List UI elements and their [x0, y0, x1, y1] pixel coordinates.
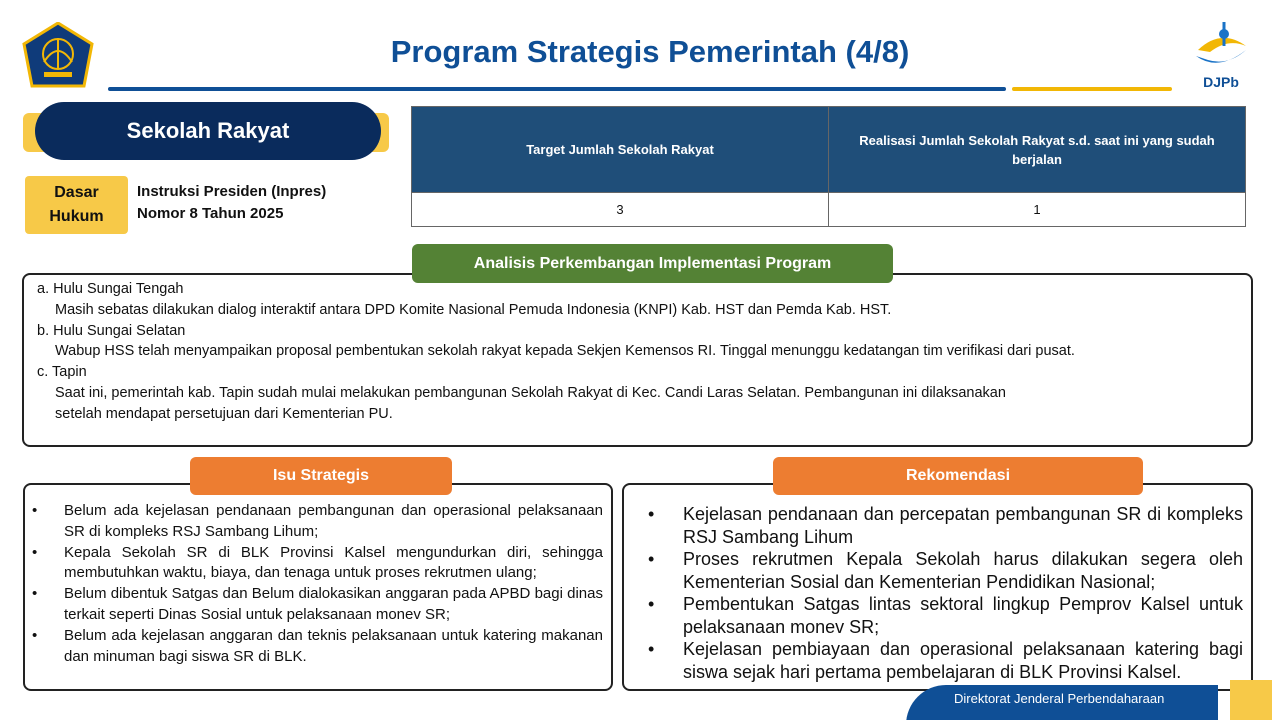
- target-table: [411, 106, 1246, 227]
- table-cell-realisasi: 1: [829, 193, 1246, 227]
- isu-strategis-header: Isu Strategis: [190, 457, 452, 495]
- table-header-target: Target Jumlah Sekolah Rakyat: [412, 107, 829, 193]
- isu-strategis-box: [23, 483, 613, 691]
- analysis-item-b-heading: b. Hulu Sungai Selatan: [37, 322, 186, 339]
- list-item: • Kepala Sekolah SR di BLK Provinsi Kalsel mengundurkan diri, sehingga membutuhkan waktu, biaya, dan tenaga untuk proses rekrutmen ulang;: [32, 543, 603, 582]
- analysis-box: [22, 273, 1253, 447]
- list-item: • Belum ada kejelasan anggaran dan teknis pelaksanaan untuk katering makanan dan minuman bagi siswa SR di BLK.: [32, 626, 603, 665]
- analysis-item-b-text: Wabup HSS telah menyampaikan proposal pembentukan sekolah rakyat kepada Sekjen Kemensos RI. Tinggal menunggu kedatangan tim verifikasi dari pusat.: [55, 343, 1075, 360]
- dasar-hukum-line1: Instruksi Presiden (Inpres): [137, 183, 327, 200]
- rekomendasi-box: [622, 483, 1253, 691]
- isu-list: [32, 501, 603, 667]
- djpb-logo-text: DJPb: [1203, 74, 1239, 90]
- table-cell-target: 3: [412, 193, 829, 227]
- analysis-item-a-heading: a. Hulu Sungai Tengah: [37, 281, 184, 297]
- dasar-hukum-text: [137, 181, 407, 225]
- list-item: • Proses rekrutmen Kepala Sekolah harus dilakukan segera oleh Kementerian Sosial dan Kementerian Pendidikan Nasional;: [648, 549, 1243, 592]
- analysis-header: Analisis Perkembangan Implementasi Program: [412, 244, 893, 283]
- program-name: Sekolah Rakyat: [35, 102, 381, 160]
- table-header-realisasi: Realisasi Jumlah Sekolah Rakyat s.d. saat ini yang sudah berjalan: [829, 107, 1246, 193]
- table-header-row: [412, 107, 1246, 193]
- dasar-hukum-label-line1: Dasar: [54, 184, 99, 201]
- table-row: [412, 193, 1246, 227]
- list-item: • Kejelasan pembiayaan dan operasional pelaksanaan katering bagi siswa sejak hari pertama pembelajaran di BLK Provinsi Kalsel.: [648, 639, 1243, 682]
- dasar-hukum-label: [25, 176, 128, 234]
- title-underline-gold: [1012, 87, 1172, 91]
- footer-text: Direktorat Jenderal Perbendaharaan: [954, 691, 1165, 706]
- list-item: • Belum dibentuk Satgas dan Belum dialokasikan anggaran pada APBD bagi dinas terkait seperti Dinas Sosial untuk pelaksanaan monev SR;: [32, 585, 603, 623]
- page-title: Program Strategis Pemerintah (4/8): [390, 34, 910, 69]
- dasar-hukum-label-line2: Hukum: [49, 208, 104, 225]
- title-underline-blue: [108, 87, 1006, 91]
- analysis-item-c-heading: c. Tapin: [37, 364, 87, 381]
- analysis-item-c-text-2: setelah mendapat persetujuan dari Kementerian PU.: [55, 405, 393, 422]
- analysis-item-c-text: Saat ini, pemerintah kab. Tapin sudah mulai melakukan pembangunan Sekolah Rakyat di Kec. Candi Laras Selatan. Pembangunan ini dilaksanakan: [55, 384, 1006, 401]
- footer-accent: [1230, 680, 1272, 720]
- list-item: • Kejelasan pendanaan dan percepatan pembangunan SR di kompleks RSJ Sambang Lihum: [648, 504, 1243, 547]
- list-item: • Pembentukan Satgas lintas sektoral lingkup Pemprov Kalsel untuk pelaksanaan monev SR;: [648, 594, 1243, 637]
- rekomendasi-list: [648, 503, 1243, 683]
- rekomendasi-header: Rekomendasi: [773, 457, 1143, 495]
- dasar-hukum-line2: Nomor 8 Tahun 2025: [137, 205, 284, 222]
- analysis-item-a-text: Masih sebatas dilakukan dialog interaktif antara DPD Komite Nasional Pemuda Indonesia (KNPI) Kab. HST dan Pemda Kab. HST.: [55, 301, 892, 318]
- list-item: • Belum ada kejelasan pendanaan pembangunan dan operasional pelaksanaan SR di kompleks RSJ Sambang Lihum;: [32, 502, 603, 540]
